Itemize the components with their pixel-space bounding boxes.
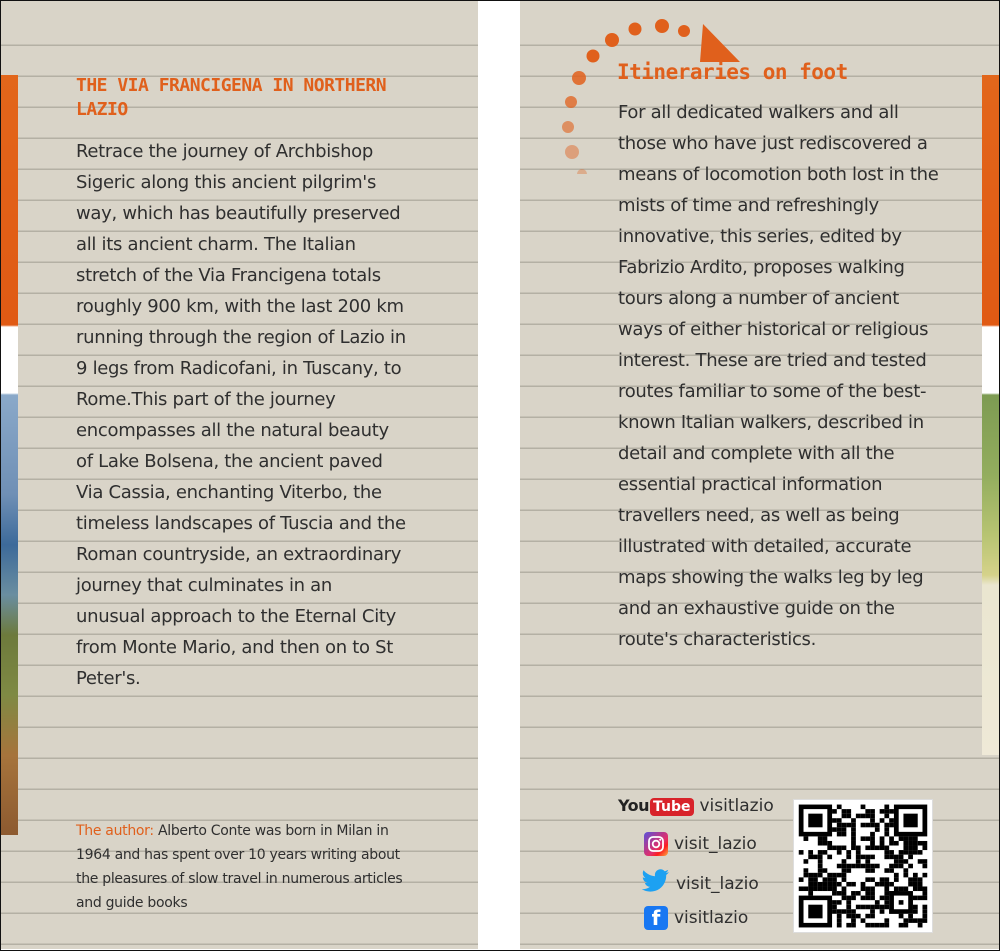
qr-code-pattern <box>794 800 932 932</box>
qr-code[interactable] <box>793 799 933 933</box>
author-text: Alberto Conte was born in Milan in 1964 and has spent over 10 years writing about the pleasures of slow travel in numerous articles and guide books <box>76 823 403 911</box>
instagram-handle: visit_lazio <box>674 834 757 854</box>
page-gap <box>478 1 520 949</box>
youtube-icon: You Tube <box>618 796 694 816</box>
facebook-icon: f <box>644 906 668 930</box>
author-label: The author: <box>76 823 154 839</box>
twitter-link[interactable] <box>642 869 759 898</box>
left-photo-strip <box>1 75 18 835</box>
twitter-handle: visit_lazio <box>676 873 759 894</box>
youtube-link[interactable] <box>618 796 774 816</box>
right-photo-strip <box>982 75 999 755</box>
twitter-icon <box>642 869 670 898</box>
facebook-handle: visitlazio <box>674 908 749 928</box>
author-bio <box>76 819 406 915</box>
left-title: THE VIA FRANCIGENA IN NORTHERN LAZIO <box>76 75 387 120</box>
right-body-text: For all dedicated walkers and all those who have just rediscovered a means of locomotion both lost in the mists of time and refreshingly innovative, this series, edited by Fabrizio Ardito, proposes walking tours along a number of ancient ways of either historical or religious interest. These are tried and tested routes familiar to some of the best-known Italian walkers, described in detail and complete with all the essential practical information travellers need, as well as being illustrated with detailed, accurate maps showing the walks leg by leg and an exhaustive guide on the route's characteristics. <box>618 102 939 650</box>
left-body-text: Retrace the journey of Archbishop Sigeric along this ancient pilgrim's way, which has beautifully preserved all its ancient charm. The Italian stretch of the Via Francigena totals roughly 900 km, with the last 200 km running through the region of Lazio in 9 legs from Radicofani, in Tuscany, to Rome.This part of the journey encompasses all the natural beauty of Lake Bolsena, the ancient paved Via Cassia, enchanting Viterbo, the timeless landscapes of Tuscia and the Roman countryside, an extraordinary journey that culminates in an unusual approach to the Eternal City from Monte Mario, and then on to St Peter's. <box>76 141 406 689</box>
instagram-icon <box>644 832 668 856</box>
instagram-link[interactable] <box>644 832 757 856</box>
facebook-link[interactable] <box>644 906 748 930</box>
itineraries-heading: Itineraries on foot <box>617 60 848 84</box>
youtube-handle: visitlazio <box>699 796 774 816</box>
